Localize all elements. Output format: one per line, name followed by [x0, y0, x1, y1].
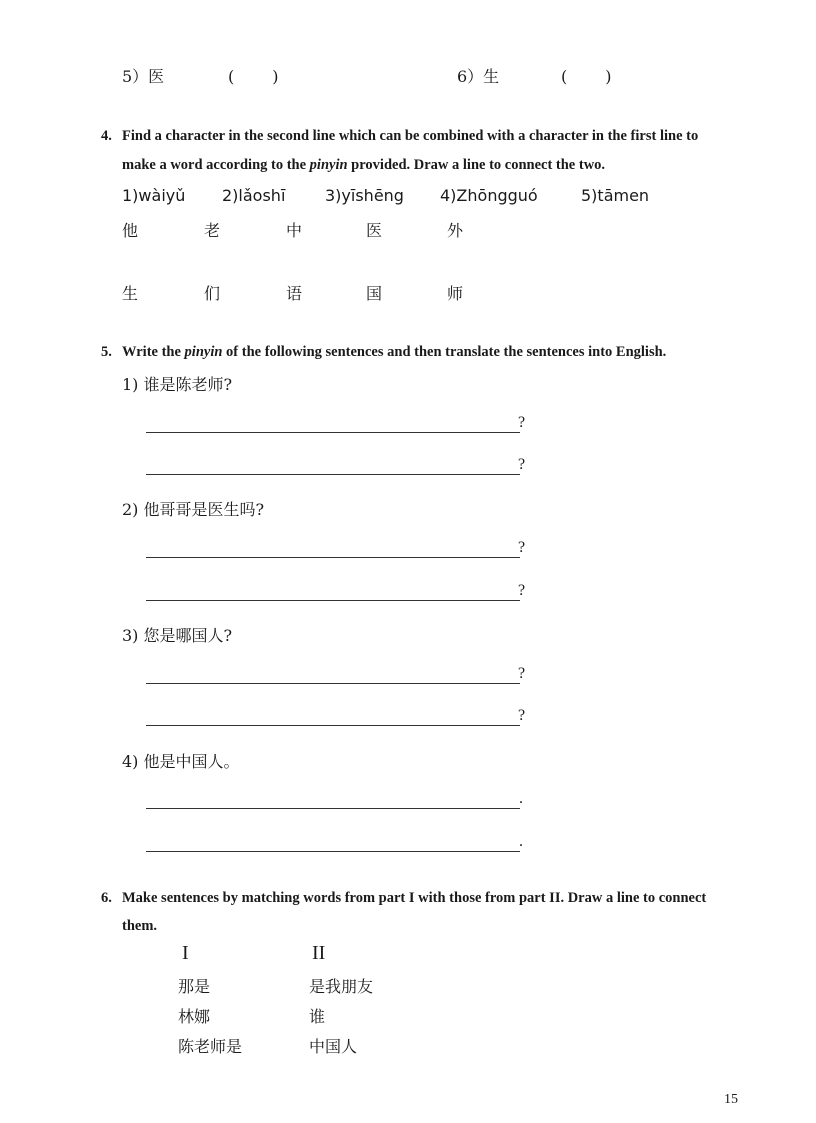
- ex5-s1-english-answer-line[interactable]: [146, 474, 520, 475]
- ex4-row1-char-2[interactable]: 老: [204, 221, 221, 240]
- ex4-row1-char-4[interactable]: 医: [366, 221, 383, 240]
- ex4-instruction-line1: Find a character in the second line which can be combined with a character in the first line to: [122, 128, 699, 144]
- ex5-sentence-2: 2) 他哥哥是医生吗?: [122, 500, 265, 519]
- ex5-s2-english-answer-line[interactable]: [146, 600, 520, 601]
- ex4-instr-pinyin-em: pinyin: [309, 157, 348, 173]
- ex5-s1-english-end-mark: ?: [518, 456, 526, 473]
- ex4-row1-char-1[interactable]: 他: [122, 221, 139, 240]
- ex4-instr-part2: provided. Draw a line to connect the two.: [351, 157, 606, 173]
- ex4-pinyin-5: 5)tāmen: [581, 186, 650, 205]
- ex6-part2-item-1[interactable]: 是我朋友: [309, 977, 374, 996]
- ex5-sentence-1: 1) 谁是陈老师?: [122, 375, 233, 394]
- ex6-instruction-line2: them.: [122, 918, 158, 934]
- ex5-instruction: [122, 338, 666, 367]
- ex4-row2-char-5[interactable]: 师: [447, 284, 464, 303]
- ex6-part1-item-1[interactable]: 那是: [178, 977, 211, 996]
- item-5-answer-paren[interactable]: ( ): [228, 67, 281, 86]
- ex5-s4-english-end-mark: .: [519, 833, 523, 850]
- ex5-sentence-3: 3) 您是哪国人?: [122, 626, 233, 645]
- ex4-pinyin-4: 4)Zhōngguó: [440, 186, 538, 205]
- ex4-instr-part1: make a word according to the: [122, 157, 307, 173]
- ex5-instr-part2: of the following sentences and then translate the sentences into English.: [226, 344, 667, 360]
- item-5-label: 5）医: [122, 67, 165, 86]
- ex6-part1-heading: I: [182, 942, 189, 964]
- ex5-number: 5.: [101, 344, 112, 360]
- ex5-s2-english-end-mark: ?: [518, 582, 526, 599]
- ex5-s4-pinyin-answer-line[interactable]: [146, 808, 520, 809]
- ex6-part1-item-2[interactable]: 林娜: [178, 1007, 211, 1026]
- ex5-s1-pinyin-end-mark: ?: [518, 414, 526, 431]
- ex5-sentence-4: 4) 他是中国人。: [122, 752, 240, 771]
- ex5-s2-pinyin-end-mark: ?: [518, 539, 526, 556]
- ex6-part1-item-3[interactable]: 陈老师是: [178, 1037, 243, 1056]
- ex5-s4-english-answer-line[interactable]: [146, 851, 520, 852]
- ex6-number: 6.: [101, 890, 112, 906]
- page-number: 15: [724, 1092, 738, 1107]
- ex4-number: 4.: [101, 128, 112, 144]
- ex4-row2-char-3[interactable]: 语: [286, 284, 303, 303]
- ex4-row2-char-4[interactable]: 国: [366, 284, 383, 303]
- ex4-row2-char-2[interactable]: 们: [204, 284, 221, 303]
- ex4-pinyin-3: 3)yīshēng: [325, 186, 404, 205]
- ex6-part2-item-3[interactable]: 中国人: [309, 1037, 358, 1056]
- ex4-row2-char-1[interactable]: 生: [122, 284, 139, 303]
- ex5-s1-pinyin-answer-line[interactable]: [146, 432, 520, 433]
- ex4-row1-char-3[interactable]: 中: [286, 221, 303, 240]
- ex5-s3-english-end-mark: ?: [518, 707, 526, 724]
- item-6-label: 6）生: [457, 67, 500, 86]
- ex4-pinyin-1: 1)wàiyǔ: [122, 186, 186, 205]
- item-6-answer-paren[interactable]: ( ): [561, 67, 614, 86]
- ex5-instr-part1: Write the: [122, 344, 181, 360]
- ex4-instruction-line2: [122, 151, 605, 180]
- ex6-part2-item-2[interactable]: 谁: [309, 1007, 326, 1026]
- ex5-s3-pinyin-answer-line[interactable]: [146, 683, 520, 684]
- ex6-part2-heading: II: [312, 942, 326, 964]
- ex6-instruction-line1: Make sentences by matching words from part I with those from part II. Draw a line to connect: [122, 890, 707, 906]
- ex5-instr-pinyin-em: pinyin: [184, 344, 223, 360]
- ex5-s3-pinyin-end-mark: ?: [518, 665, 526, 682]
- ex4-row1-char-5[interactable]: 外: [447, 221, 464, 240]
- ex5-s2-pinyin-answer-line[interactable]: [146, 557, 520, 558]
- ex5-s4-pinyin-end-mark: .: [519, 790, 523, 807]
- ex5-s3-english-answer-line[interactable]: [146, 725, 520, 726]
- ex4-pinyin-2: 2)lǎoshī: [222, 186, 286, 205]
